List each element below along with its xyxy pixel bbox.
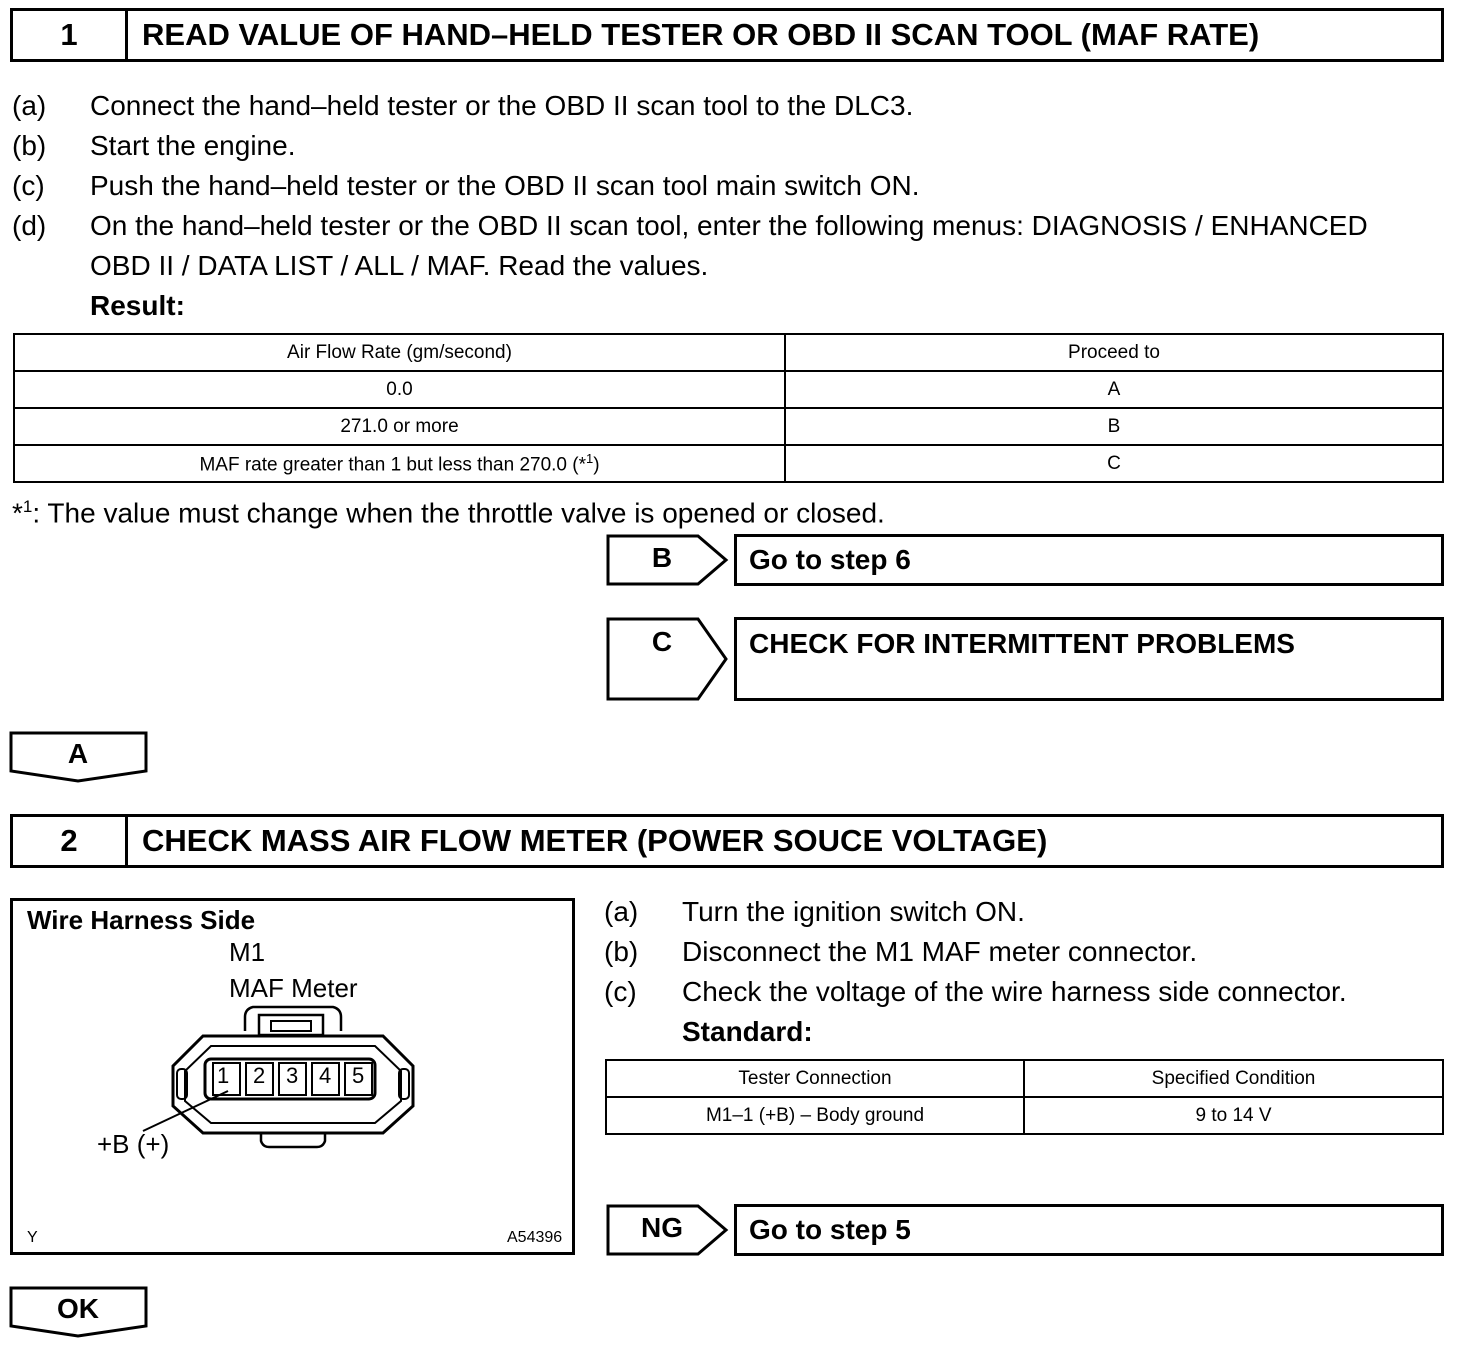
footnote-mark: *: [12, 497, 23, 529]
item-text: Push the hand–held tester or the OBD II scan tool main switch ON.: [90, 170, 920, 201]
table-cell-suffix: ): [593, 454, 600, 476]
item-label: (d): [12, 210, 47, 241]
table-cell: C: [785, 445, 1443, 482]
branch-c-action: CHECK FOR INTERMITTENT PROBLEMS: [734, 617, 1444, 701]
footnote-sup: 1: [586, 450, 594, 466]
item-label: (b): [604, 936, 639, 967]
branch-ng-action: Go to step 5: [734, 1204, 1444, 1256]
table-row: [14, 371, 1443, 408]
step1-title: READ VALUE OF HAND–HELD TESTER OR OBD II SCAN TOOL (MAF RATE): [142, 17, 1260, 52]
branch-b-action: Go to step 6: [734, 534, 1444, 586]
figure-corner-left: Y: [27, 1229, 38, 1246]
item-text: Check the voltage of the wire harness side connector.: [682, 976, 1347, 1007]
table-cell: 0.0: [14, 371, 785, 408]
pin-2-label: 2: [253, 1063, 266, 1088]
table-cell: 9 to 14 V: [1024, 1097, 1443, 1134]
table-header-row: [14, 334, 1443, 371]
footnote-sup: 1: [22, 497, 33, 516]
table-cell: M1–1 (+B) – Body ground: [606, 1097, 1024, 1134]
table-header-cell: Air Flow Rate (gm/second): [14, 334, 785, 371]
step1-footnote: [12, 487, 1112, 533]
table-cell: 271.0 or more: [14, 408, 785, 445]
figure-id: A54396: [507, 1229, 563, 1246]
branch-ng-label: NG: [641, 1212, 683, 1243]
item-label: (a): [604, 896, 639, 927]
pin-1-label: 1: [217, 1063, 230, 1088]
item-text-continued: OBD II / DATA LIST / ALL / MAF. Read the values.: [90, 250, 709, 281]
step1-number: 1: [13, 11, 128, 59]
item-label: (a): [12, 90, 47, 121]
pin-3-label: 3: [286, 1063, 299, 1088]
item-label: (b): [12, 130, 47, 161]
footnote-text: : The value must change when the throttle valve is opened or closed.: [32, 497, 885, 529]
step2-standard-table: [605, 1059, 1444, 1135]
table-cell: [14, 445, 785, 482]
next-ok-label: OK: [57, 1293, 99, 1324]
table-cell: B: [785, 408, 1443, 445]
table-header-cell: Proceed to: [785, 334, 1443, 371]
branch-c-label: C: [651, 626, 673, 657]
item-text: Disconnect the M1 MAF meter connector.: [682, 936, 1198, 967]
pin-5-label: 5: [352, 1063, 365, 1088]
item-text: Turn the ignition switch ON.: [682, 896, 1025, 927]
table-header-cell: Specified Condition: [1024, 1060, 1443, 1097]
step2-standard-label: Standard:: [682, 1016, 813, 1047]
table-row: [14, 445, 1443, 482]
item-label: (c): [12, 170, 45, 201]
step1-item-d: [12, 206, 1452, 286]
table-cell-text: MAF rate greater than 1 but less than 270.0 (*: [199, 454, 586, 476]
item-label: (c): [604, 976, 637, 1007]
item-text: Start the engine.: [90, 130, 296, 161]
step2-header: [10, 814, 1444, 868]
connector-id: M1: [229, 937, 266, 967]
pin-callout-label: +B (+): [97, 1129, 170, 1159]
pin-4-label: 4: [319, 1063, 332, 1088]
connector-name: MAF Meter: [229, 973, 358, 1003]
step2-number: 2: [13, 817, 128, 865]
step1-result-table: [13, 333, 1444, 483]
branch-b-label: B: [651, 542, 673, 573]
step1-header: [10, 8, 1444, 62]
table-cell: A: [785, 371, 1443, 408]
item-text: Connect the hand–held tester or the OBD II scan tool to the DLC3.: [90, 90, 914, 121]
item-text: On the hand–held tester or the OBD II scan tool, enter the following menus: DIAGNOSIS / ENHANCED: [90, 210, 1368, 241]
connector-figure: [10, 898, 575, 1255]
table-row: [14, 408, 1443, 445]
step2-title: CHECK MASS AIR FLOW METER (POWER SOUCE VOLTAGE): [142, 823, 1048, 858]
step1-result-label: Result:: [90, 290, 185, 321]
table-header-row: [606, 1060, 1443, 1097]
table-row: [606, 1097, 1443, 1134]
table-header-cell: Tester Connection: [606, 1060, 1024, 1097]
next-a-label: A: [67, 738, 89, 769]
figure-title: Wire Harness Side: [27, 905, 256, 935]
